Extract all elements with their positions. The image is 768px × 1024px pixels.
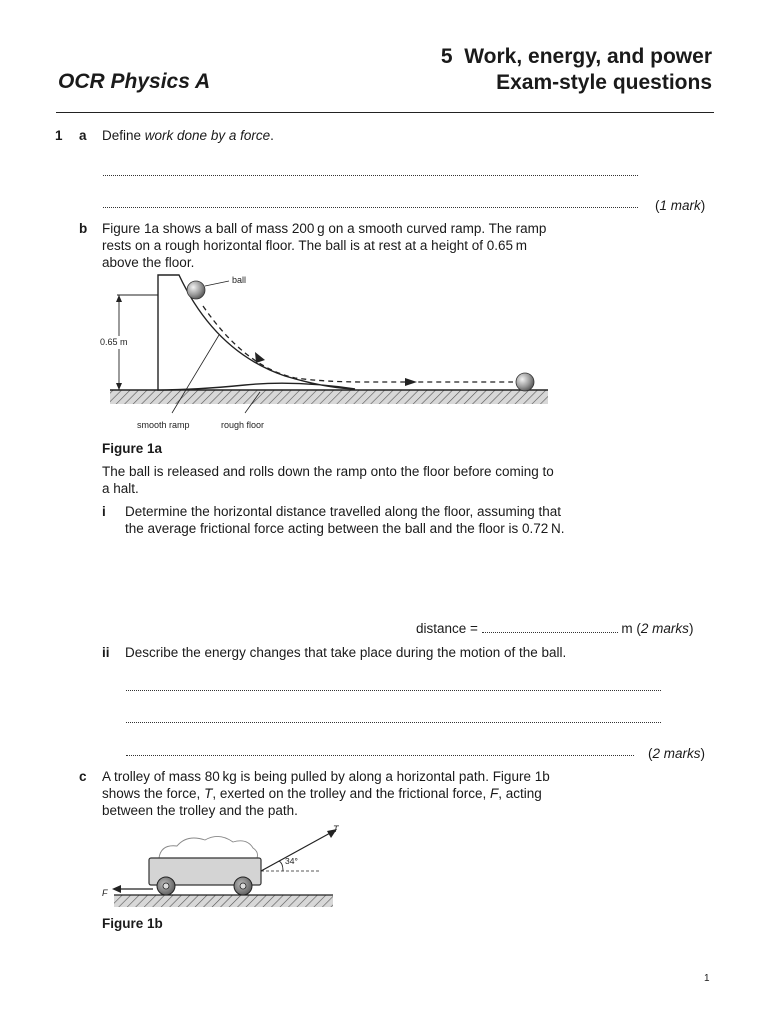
paren-close: ) (700, 198, 706, 213)
chapter-subtitle: Exam-style questions (496, 71, 712, 94)
angle-label: 34° (285, 856, 298, 866)
chapter-number: 5 (440, 45, 453, 68)
part-c-text-run: , exerted on the trolley and the frictional force, (212, 786, 490, 801)
part-c-line: between the trolley and the path. (102, 803, 298, 818)
part-c-text-run: shows the force, (102, 786, 205, 801)
force-T-label: T (333, 824, 339, 834)
horizontal-path (114, 895, 333, 907)
ball-start (187, 281, 205, 299)
force-F-label: F (102, 888, 108, 898)
height-label: 0.65 m (100, 337, 128, 347)
release-line: a halt. (102, 481, 139, 496)
part-a-letter: a (79, 128, 87, 143)
floor-label: rough floor (221, 420, 265, 430)
part-bi-numeral: i (102, 504, 106, 519)
paren-close: ) (700, 746, 706, 761)
part-c-text-run: , acting (498, 786, 542, 801)
ball-label: ball (232, 275, 247, 285)
part-b-letter: b (79, 221, 88, 236)
distance-answer-row (416, 620, 693, 637)
part-a-marks (655, 197, 705, 214)
answer-line[interactable] (103, 207, 638, 208)
header-divider (56, 112, 714, 113)
subject-title: OCR Physics A (58, 70, 211, 93)
marks-value: 2 marks (652, 746, 701, 761)
part-a-prompt-text: Define (102, 128, 145, 143)
part-c-line (102, 785, 550, 802)
paren-open: ( (648, 746, 653, 761)
figure-1a-caption: Figure 1a (102, 441, 163, 456)
paren-close: ) (688, 621, 694, 636)
answer-line[interactable] (126, 755, 634, 756)
ball-end (516, 373, 534, 391)
part-b-line: above the floor. (102, 255, 195, 270)
question-number: 1 (55, 128, 63, 143)
part-c-letter: c (79, 769, 87, 784)
symbol-T: T (204, 786, 213, 801)
part-a-prompt-term: work done by a force (144, 128, 271, 143)
symbol-F: F (489, 786, 499, 801)
marks-value: 1 mark (659, 198, 701, 213)
chapter-title: Work, energy, and power (464, 45, 712, 68)
part-b-line: Figure 1a shows a ball of mass 200 g on a smooth curved ramp. The ramp (102, 221, 547, 236)
distance-unit: m ( (617, 621, 641, 636)
part-a-prompt-end: . (270, 128, 274, 143)
part-c-text (102, 768, 550, 819)
chapter-heading (441, 44, 712, 96)
release-text (102, 463, 554, 497)
paren-open: ( (655, 198, 660, 213)
release-line: The ball is released and rolls down the ramp onto the floor before coming to (102, 464, 554, 479)
part-bii-prompt: Describe the energy changes that take place during the motion of the ball. (125, 645, 567, 660)
part-bii-marks (648, 745, 705, 762)
part-c-line: A trolley of mass 80 kg is being pulled by along a horizontal path. Figure 1b (102, 769, 550, 784)
marks-value: 2 marks (640, 621, 689, 636)
distance-label: distance = (416, 621, 482, 636)
part-bii-numeral: ii (102, 645, 110, 660)
part-bi-line: the average frictional force acting between the ball and the floor is 0.72 N. (125, 521, 565, 536)
answer-line[interactable] (126, 690, 661, 691)
part-bi-text (125, 503, 564, 537)
part-b-text (102, 220, 546, 271)
answer-line[interactable] (103, 175, 638, 176)
part-a-prompt (102, 127, 274, 144)
answer-line[interactable] (126, 722, 661, 723)
part-bi-line: Determine the horizontal distance travelled along the floor, assuming that (125, 504, 562, 519)
figure-1b-caption: Figure 1b (102, 916, 163, 931)
rough-floor (110, 390, 548, 404)
ramp-label: smooth ramp (137, 420, 190, 430)
figure-1a-diagram (95, 272, 555, 434)
distance-answer-line[interactable] (482, 632, 618, 633)
trolley-load (159, 836, 258, 858)
page-number: 1 (704, 973, 710, 984)
part-b-line: rests on a rough horizontal floor. The ball is at rest at a height of 0.65 m (102, 238, 527, 253)
figure-1b-diagram (97, 818, 342, 913)
